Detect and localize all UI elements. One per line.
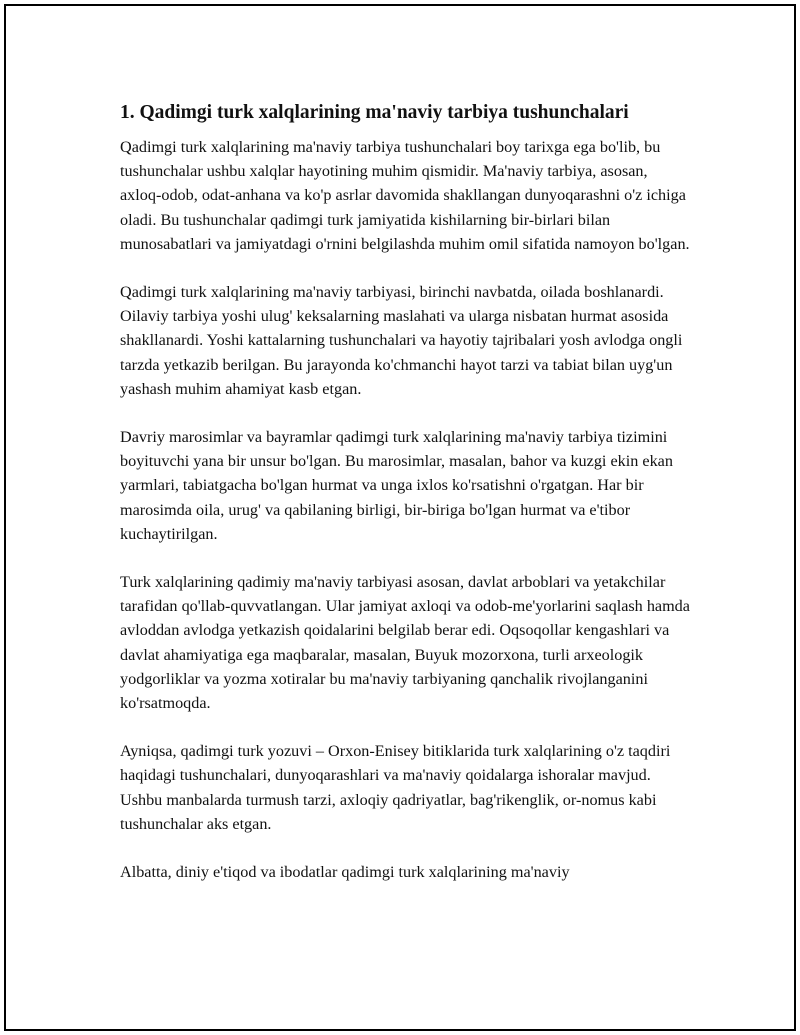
paragraph-3: Davriy marosimlar va bayramlar qadimgi turk xalqlarining ma'naviy tarbiya tizimini boyituvchi yana bir unsur bo'lgan. Bu marosimlar, masalan, bahor va kuzgi ekin ekan yarmlari, tabiatgacha bo'lgan hurmat va unga ixlos ko'rsatishni o'rgatgan. Har bir marosimda oila, urug' va qabilaning birligi, bir-biriga bo'lgan hurmat va e'tibor kuchaytirilgan.	[120, 428, 673, 543]
document-body	[120, 100, 690, 884]
paragraph-5: Ayniqsa, qadimgi turk yozuvi – Orxon-Enisey bitiklarida turk xalqlarining o'z taqdiri haqidagi tushunchalari, dunyoqarashlari va ma'naviy qoidalarga ishoralar mavjud. Ushbu manbalarda turmush tarzi, axloqiy qadriyatlar, bag'rikenglik, or-nomus kabi tushunchalar aks etgan.	[120, 742, 671, 833]
paragraph-2: Qadimgi turk xalqlarining ma'naviy tarbiyasi, birinchi navbatda, oilada boshlanardi. Oilaviy tarbiya yoshi ulug' keksalarning maslahati va ularga nisbatan hurmat asosida shakllanardi. Yoshi kattalarning tushunchalari va hayotiy tajribalari yosh avlodga ongli tarzda yetkazib berilgan. Bu jarayonda ko'chmanchi hayot tarzi va tabiat bilan uyg'un yashash muhim ahamiyat kasb etgan.	[120, 283, 683, 398]
paragraph-4: Turk xalqlarining qadimiy ma'naviy tarbiyasi asosan, davlat arboblari va yetakchilar tarafidan qo'llab-quvvatlangan. Ular jamiyat axloqi va odob-me'yorlarini saqlash hamda avloddan avlodga yetkazish qoidalarini belgilab berar edi. Oqsoqollar kengashlari va davlat ahamiyatiga ega maqbaralar, masalan, Buyuk mozorxona, turli arxeologik yodgorliklar va yozma xotiralar bu ma'naviy tarbiyaning qanchalik rivojlanganini ko'rsatmoqda.	[120, 573, 690, 713]
section-heading: 1. Qadimgi turk xalqlarining ma'naviy tarbiya tushunchalari	[120, 102, 629, 123]
paragraph-1: Qadimgi turk xalqlarining ma'naviy tarbiya tushunchalari boy tarixga ega bo'lib, bu tushunchalar ushbu xalqlar hayotining muhim qismidir. Ma'naviy tarbiya, asosan, axloq-odob, odat-anhana va ko'p asrlar davomida shakllangan dunyoqarashni o'z ichiga oladi. Bu tushunchalar qadimgi turk jamiyatida kishilarning bir-birlari bilan munosabatlari va jamiyatdagi o'rnini belgilashda muhim omil sifatida namoyon bo'lgan.	[120, 138, 690, 253]
page-frame	[4, 4, 796, 1031]
paragraph-6: Albatta, diniy e'tiqod va ibodatlar qadimgi turk xalqlarining ma'naviy	[120, 863, 570, 882]
